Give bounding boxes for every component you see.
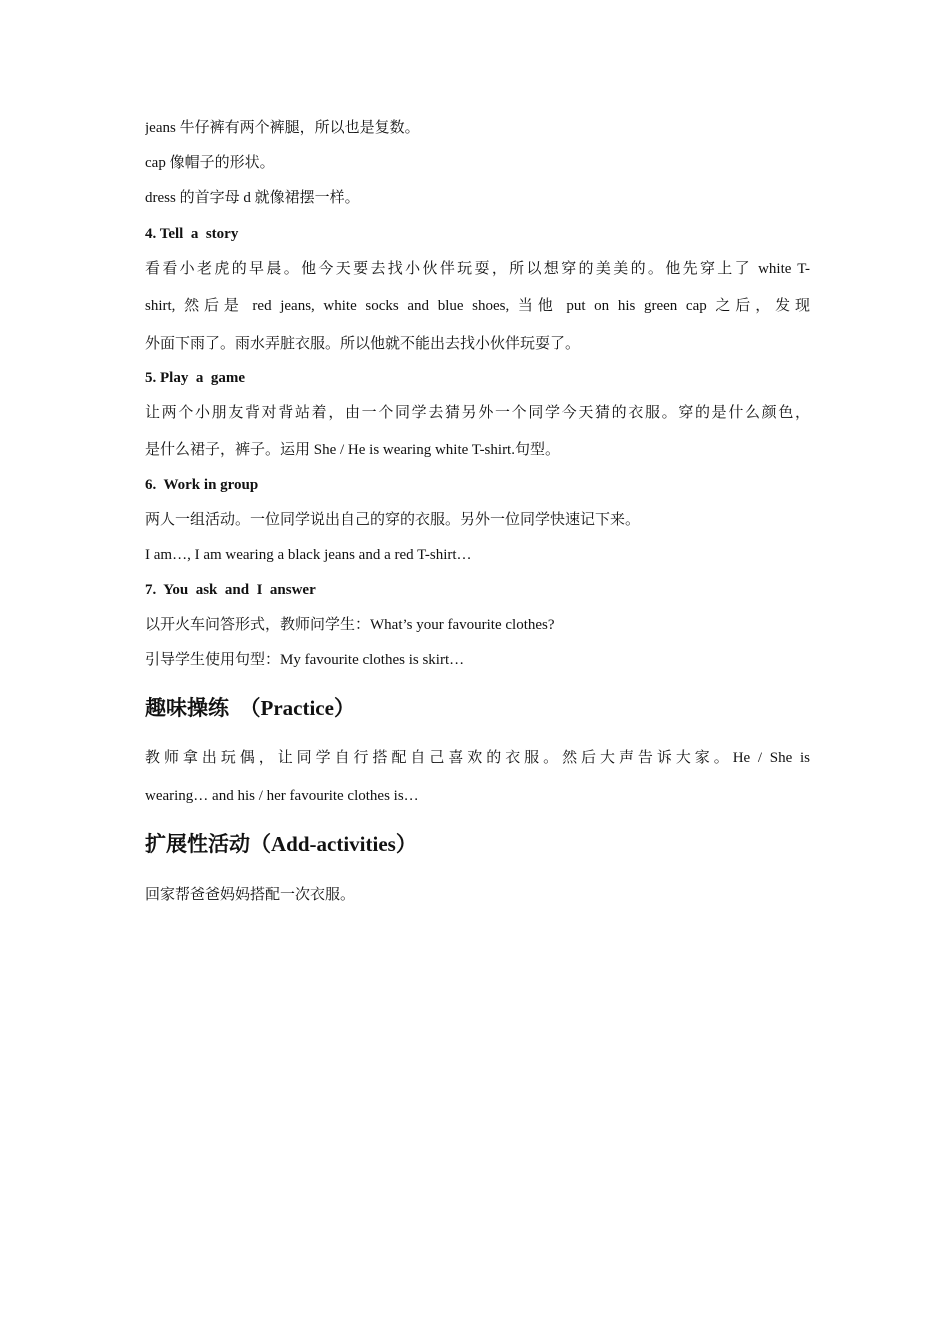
section-title-ask-answer: 7. You ask and I answer <box>145 582 316 598</box>
paragraph-line: 让两个小朋友背对背站着，由一个同学去猜另外一个同学今天猜的衣服。穿的是什么颜色， <box>145 405 810 421</box>
paragraph-line: 看看小老虎的早晨。他今天要去找小伙伴玩耍，所以想穿的美美的。他先穿上了 white T- <box>145 261 810 277</box>
section-title-tell-story: 4. Tell a story <box>145 226 239 242</box>
text-line-jeans: jeans 牛仔裤有两个裤腿，所以也是复数。 <box>145 120 420 136</box>
paragraph-line: 以开火车问答形式，教师问学生：What’s your favourite clothes? <box>145 617 555 633</box>
paragraph-line: 引导学生使用句型：My favourite clothes is skirt… <box>145 652 465 668</box>
section-title-work-group: 6. Work in group <box>145 477 259 493</box>
paragraph-line: 教师拿出玩偶，让同学自行搭配自己喜欢的衣服。然后大声告诉大家。He / She is <box>145 750 810 766</box>
paragraph-line: 回家帮爸爸妈妈搭配一次衣服。 <box>145 887 356 903</box>
paragraph-line: I am…, I am wearing a black jeans and a red T-shirt… <box>145 547 472 563</box>
text-line-cap: cap 像帽子的形状。 <box>145 155 275 171</box>
paragraph-line: shirt, 然后是 red jeans, white socks and blue shoes, 当他 put on his green cap 之后，发现 <box>145 298 810 314</box>
paragraph-line: 是什么裙子，裤子。运用 She / He is wearing white T-shirt.句型。 <box>145 442 560 458</box>
text-line-dress: dress 的首字母 d 就像裙摆一样。 <box>145 190 360 206</box>
heading-practice: 趣味操练 （Practice） <box>145 696 355 720</box>
heading-add-activities: 扩展性活动（Add-activities） <box>145 832 417 856</box>
paragraph-line: 两人一组活动。一位同学说出自己的穿的衣服。另外一位同学快速记下来。 <box>145 512 641 528</box>
paragraph-line: wearing… and his / her favourite clothes is… <box>145 788 419 804</box>
section-title-play-game: 5. Play a game <box>145 370 245 386</box>
paragraph-line: 外面下雨了。雨水弄脏衣服。所以他就不能出去找小伙伴玩耍了。 <box>145 336 581 352</box>
